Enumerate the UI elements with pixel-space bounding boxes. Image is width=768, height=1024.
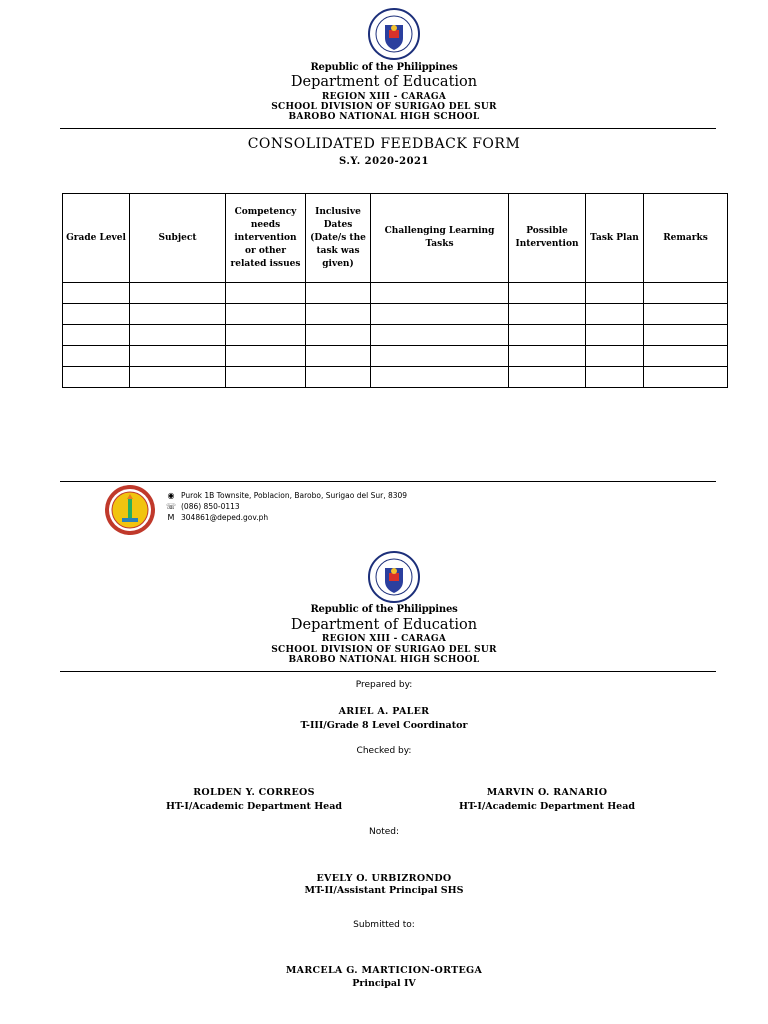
table-cell[interactable] — [644, 325, 728, 346]
table-cell[interactable] — [306, 325, 371, 346]
table-cell[interactable] — [130, 346, 226, 367]
table-cell[interactable] — [226, 325, 306, 346]
table-cell[interactable] — [306, 283, 371, 304]
table-cell[interactable] — [63, 325, 130, 346]
table-header-row — [63, 194, 728, 283]
table-cell[interactable] — [371, 367, 509, 388]
table-row — [63, 325, 728, 346]
table-cell[interactable] — [371, 283, 509, 304]
table-cell[interactable] — [644, 346, 728, 367]
table-cell[interactable] — [644, 304, 728, 325]
school-name: BAROBO NATIONAL HIGH SCHOOL — [288, 655, 480, 665]
checked-by-left-position: HT-I/Academic Department Head — [165, 801, 343, 812]
feedback-table — [62, 193, 728, 388]
table-cell[interactable] — [586, 346, 644, 367]
email-marker: M — [167, 513, 175, 522]
column-header-learning-tasks: Challenging Learning Tasks — [371, 194, 509, 283]
table-cell[interactable] — [63, 304, 130, 325]
table-cell[interactable] — [509, 304, 586, 325]
table-cell[interactable] — [371, 325, 509, 346]
table-cell[interactable] — [644, 283, 728, 304]
prepared-by-position: T-III/Grade 8 Level Coordinator — [300, 720, 468, 731]
table-cell[interactable] — [226, 346, 306, 367]
table-cell[interactable] — [130, 325, 226, 346]
deped-seal-logo — [368, 8, 420, 60]
table-cell[interactable] — [586, 283, 644, 304]
column-header-task-plan: Task Plan — [586, 194, 644, 283]
table-cell[interactable] — [509, 325, 586, 346]
column-header-remarks: Remarks — [644, 194, 728, 283]
table-row — [63, 283, 728, 304]
column-header-intervention: Possible Intervention — [509, 194, 586, 283]
submitted-to-position: Principal IV — [352, 978, 416, 989]
prepared-by-label: Prepared by: — [355, 680, 413, 690]
column-header-competency: Competency needs intervention or other related issues — [226, 194, 306, 283]
column-header-inclusive-dates: Inclusive Dates (Date/s the task was given) — [306, 194, 371, 283]
footer-divider — [60, 481, 716, 482]
submitted-to-name: MARCELA G. MARTICION-ORTEGA — [285, 965, 483, 976]
table-cell[interactable] — [586, 325, 644, 346]
contact-phone: ☏ (086) 850-0113 — [166, 502, 240, 511]
noted-position: MT-II/Assistant Principal SHS — [304, 885, 464, 896]
department-title: Department of Education — [290, 617, 478, 633]
table-cell[interactable] — [306, 367, 371, 388]
school-seal-logo — [104, 484, 156, 536]
checked-by-label: Checked by: — [356, 746, 412, 756]
table-cell[interactable] — [509, 346, 586, 367]
checked-by-right-name: MARVIN O. RANARIO — [486, 787, 608, 798]
table-cell[interactable] — [586, 304, 644, 325]
table-cell[interactable] — [509, 367, 586, 388]
phone-icon: ☏ — [166, 502, 177, 511]
table-cell[interactable] — [226, 367, 306, 388]
deped-seal-logo — [368, 551, 420, 603]
column-header-grade-level: Grade Level — [63, 194, 130, 283]
table-cell[interactable] — [63, 346, 130, 367]
table-cell[interactable] — [644, 367, 728, 388]
department-title: Department of Education — [290, 74, 478, 90]
table-cell[interactable] — [130, 283, 226, 304]
header-divider — [60, 671, 716, 672]
checked-by-right-position: HT-I/Academic Department Head — [458, 801, 636, 812]
contact-email: M 304861@deped.gov.ph — [167, 513, 269, 522]
table-cell[interactable] — [130, 367, 226, 388]
table-cell[interactable] — [306, 304, 371, 325]
table-cell[interactable] — [63, 367, 130, 388]
form-title: CONSOLIDATED FEEDBACK FORM — [247, 136, 521, 152]
column-header-subject: Subject — [130, 194, 226, 283]
prepared-by-name: ARIEL A. PALER — [338, 706, 430, 717]
region-text: REGION XIII - CARAGA — [321, 634, 447, 644]
division-text: SCHOOL DIVISION OF SURIGAO DEL SUR — [271, 102, 497, 112]
table-cell[interactable] — [306, 346, 371, 367]
table-cell[interactable] — [586, 367, 644, 388]
submitted-to-label: Submitted to: — [353, 920, 415, 930]
school-year: S.Y. 2020-2021 — [339, 156, 429, 167]
table-cell[interactable] — [226, 304, 306, 325]
table-row — [63, 346, 728, 367]
table-cell[interactable] — [371, 304, 509, 325]
noted-name: EVELY O. URBIZRONDO — [316, 873, 452, 884]
table-cell[interactable] — [63, 283, 130, 304]
table-cell[interactable] — [226, 283, 306, 304]
table-cell[interactable] — [371, 346, 509, 367]
checked-by-left-name: ROLDEN Y. CORREOS — [193, 787, 315, 798]
header-divider — [60, 128, 716, 129]
division-text: SCHOOL DIVISION OF SURIGAO DEL SUR — [271, 645, 497, 655]
noted-label: Noted: — [368, 827, 400, 837]
table-row — [63, 304, 728, 325]
contact-address: ◉ Purok 1B Townsite, Poblacion, Barobo, Surigao del Sur, 8309 — [167, 491, 408, 500]
location-icon: ◉ — [167, 491, 175, 500]
republic-text: Republic of the Philippines — [310, 604, 458, 615]
table-row — [63, 367, 728, 388]
region-text: REGION XIII - CARAGA — [321, 92, 447, 102]
school-name: BAROBO NATIONAL HIGH SCHOOL — [288, 112, 480, 122]
table-cell[interactable] — [130, 304, 226, 325]
table-cell[interactable] — [509, 283, 586, 304]
republic-text: Republic of the Philippines — [310, 62, 458, 73]
